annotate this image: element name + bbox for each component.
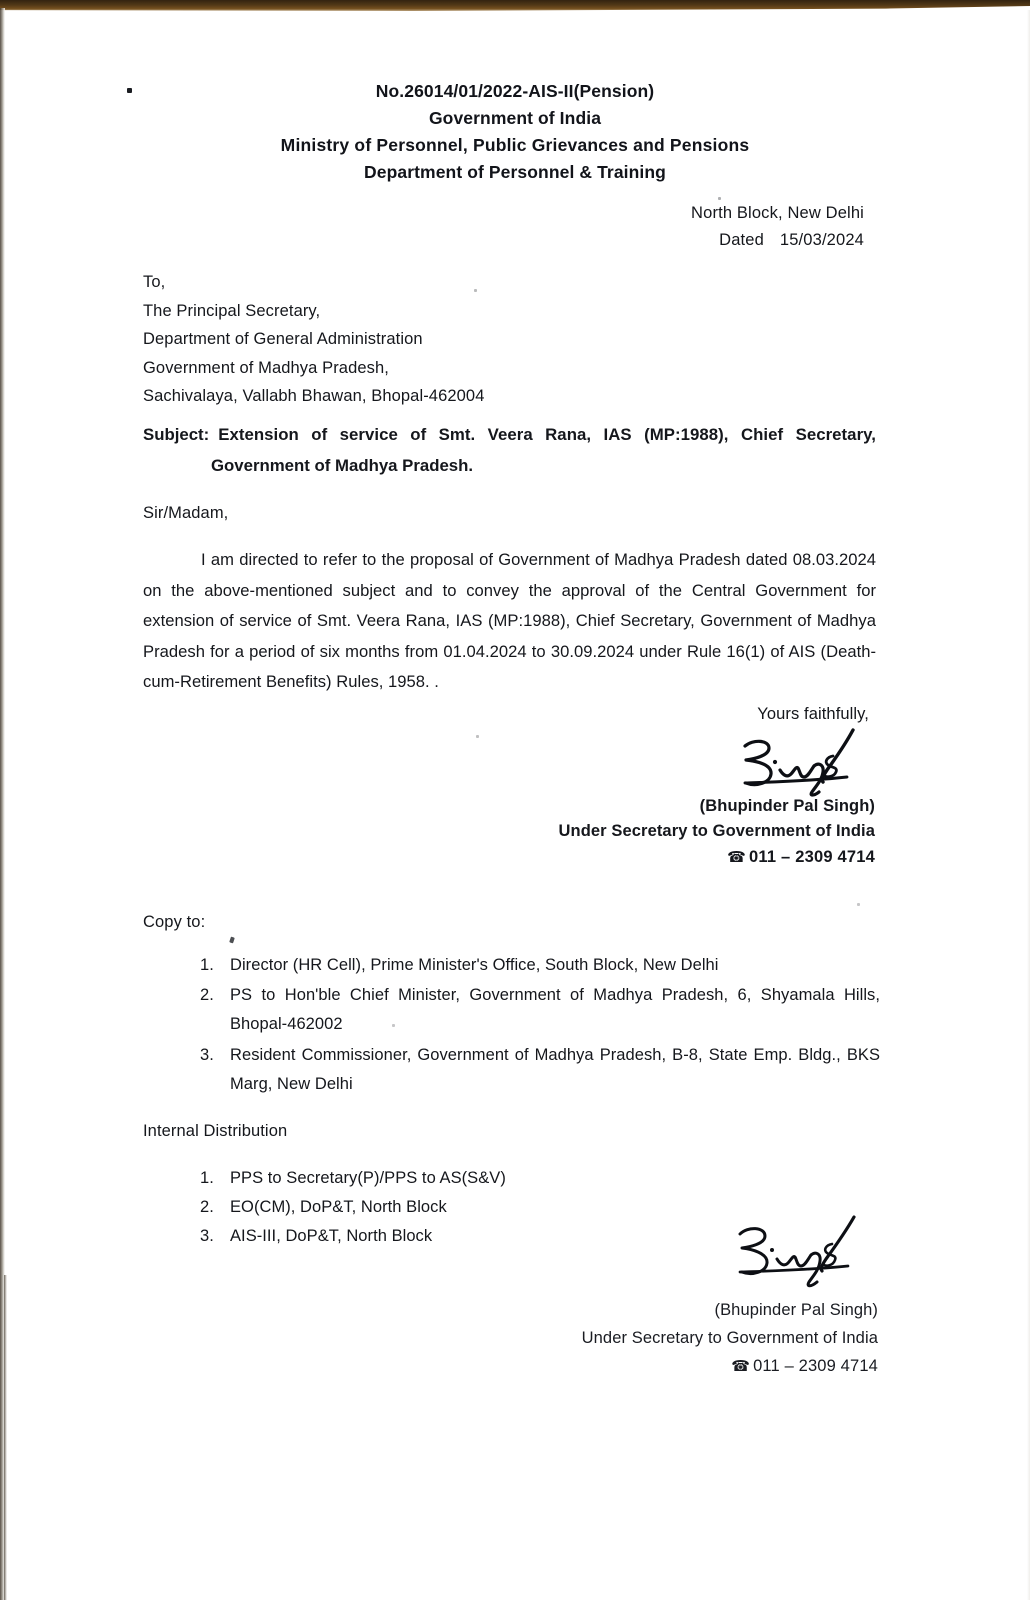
body-paragraph: I am directed to refer to the proposal of Government of Madhya Pradesh dated 08.03.2024 on the above-mentioned subject and to convey the approval of the Central Government for extension of service of Smt. Veera Rana, IAS (MP:1988), Chief Secretary, Government of Madhya Pradesh for a period of six months from 01.04.2024 to 30.09.2024 under Rule 16(1) of AIS (Death-cum-Retirement Benefits) Rules, 1958. . — [143, 550, 876, 691]
dated-line — [691, 227, 864, 254]
list-item-number: 3. — [200, 1046, 214, 1064]
list-item-text: PPS to Secretary(P)/PPS to AS(S&V) — [230, 1169, 506, 1187]
telephone-number: 011 – 2309 4714 — [753, 1357, 878, 1375]
signatory-telephone — [582, 1352, 878, 1380]
government-line: Government of India — [428, 108, 602, 128]
scan-speck — [229, 937, 235, 944]
list-item-number: 2. — [200, 986, 214, 1004]
telephone-icon: ☎ — [727, 848, 747, 866]
signatory-designation: Under Secretary to Government of India — [558, 822, 875, 840]
closing-salutation: Yours faithfully, — [757, 705, 869, 723]
signatory-name: (Bhupinder Pal Singh) — [714, 1301, 878, 1319]
signature-block-upper — [559, 705, 875, 870]
list-item-number: 1. — [200, 1169, 214, 1187]
signatory-telephone — [559, 844, 875, 870]
dated-value: 15/03/2024 — [779, 231, 864, 249]
list-item — [174, 1041, 880, 1099]
internal-distribution-heading: Internal Distribution — [143, 1122, 288, 1140]
list-item-number: 2. — [200, 1198, 214, 1216]
subject-label: Subject: — [143, 425, 210, 444]
telephone-icon: ☎ — [731, 1357, 751, 1375]
subject-first-row — [143, 419, 876, 450]
signatory-name: (Bhupinder Pal Singh) — [699, 797, 875, 815]
subject-block — [143, 419, 876, 481]
salutation: Sir/Madam, — [143, 504, 229, 522]
place-line: North Block, New Delhi — [691, 204, 864, 222]
list-item-text: PS to Hon'ble Chief Minister, Government of Madhya Pradesh, 6, Shyamala Hills, Bhopal-462002 — [230, 986, 880, 1033]
signature-block-lower — [582, 1212, 878, 1380]
list-item — [174, 1164, 880, 1193]
signatory-designation: Under Secretary to Government of India — [581, 1329, 878, 1347]
scan-left-edge-lower-artifact — [4, 1275, 7, 1600]
department-line: Department of Personnel & Training — [364, 162, 666, 182]
place-and-date — [691, 200, 864, 254]
list-item — [174, 981, 880, 1039]
reference-number: No.26014/01/2022-AIS-II(Pension) — [375, 81, 655, 101]
dated-label: Dated — [719, 231, 764, 249]
handwritten-signature-icon — [559, 726, 893, 798]
list-item-text: Resident Commissioner, Government of Madhya Pradesh, B-8, State Emp. Bldg., BKS Marg, New Delhi — [230, 1046, 880, 1093]
subject-text-line-2: Government of Madhya Pradesh. — [211, 456, 474, 475]
copy-to-list — [174, 951, 880, 1099]
ministry-line: Ministry of Personnel, Public Grievances and Pensions — [280, 135, 750, 155]
addressee-line-2: Department of General Administration — [143, 330, 423, 348]
list-item-number: 1. — [200, 956, 214, 974]
addressee-block — [143, 268, 484, 411]
list-item-text: Director (HR Cell), Prime Minister's Office, South Block, New Delhi — [230, 956, 719, 974]
list-item-text: AIS-III, DoP&T, North Block — [230, 1227, 433, 1245]
list-item-number: 3. — [200, 1227, 214, 1245]
to-label: To, — [143, 273, 166, 291]
copy-to-heading: Copy to: — [143, 913, 206, 931]
addressee-line-3: Government of Madhya Pradesh, — [143, 358, 389, 377]
telephone-number: 011 – 2309 4714 — [749, 848, 875, 866]
scan-speck — [857, 903, 860, 906]
scan-top-edge-artifact — [0, 0, 1030, 11]
list-item — [174, 951, 880, 980]
scan-speck — [476, 735, 479, 738]
addressee-line-1: The Principal Secretary, — [143, 301, 321, 320]
handwritten-signature-icon — [582, 1212, 894, 1290]
addressee-line-4: Sachivalaya, Vallabh Bhawan, Bhopal-462004 — [143, 387, 485, 405]
list-item-text: EO(CM), DoP&T, North Block — [230, 1198, 447, 1216]
subject-text-line-1: Extension of service of Smt. Veera Rana, IAS (MP:1988), Chief Secretary, — [218, 425, 876, 444]
letterhead — [0, 78, 1030, 186]
